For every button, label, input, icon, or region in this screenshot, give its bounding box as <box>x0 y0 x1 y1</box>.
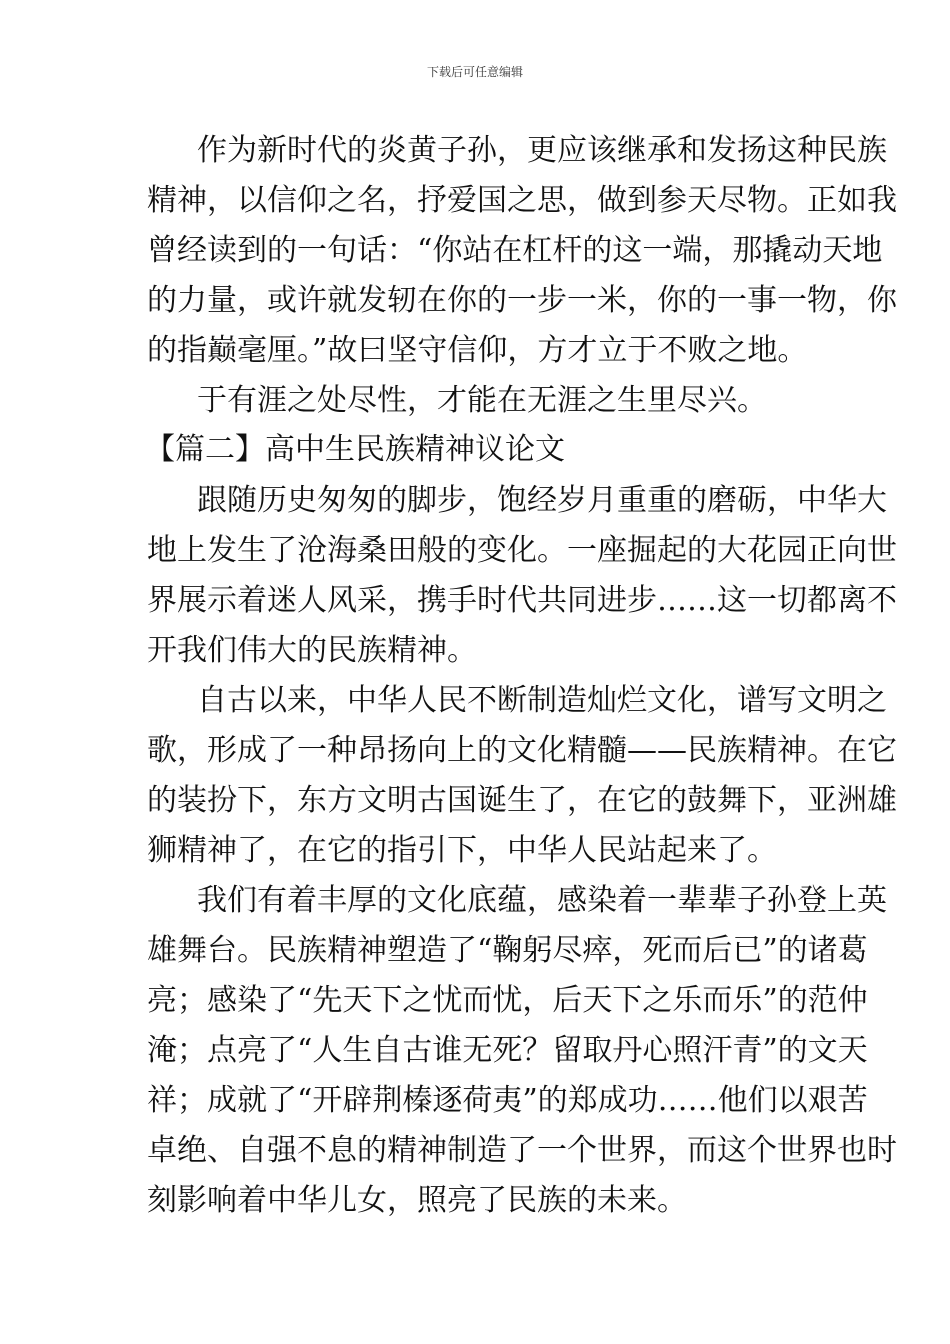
paragraph-line: 的指巅毫厘。”故曰坚守信仰，方才立于不败之地。 <box>147 333 808 368</box>
paragraph-line: 刻影响着中华儿女，照亮了民族的未来。 <box>147 1183 687 1218</box>
paragraph-line: 跟随历史匆匆的脚步，饱经岁月重重的磨砺，中华大 <box>197 483 887 518</box>
paragraph-line: 雄舞台。民族精神塑造了“鞠躬尽瘁，死而后已”的诸葛 <box>147 933 868 968</box>
paragraph-line: 我们有着丰厚的文化底蕴，感染着一辈辈子孙登上英 <box>197 883 887 918</box>
paragraph-line: 祥；成就了“开辟荆榛逐荷夷”的郑成功……他们以艰苦 <box>147 1083 868 1118</box>
paragraph-line: 自古以来，中华人民不断制造灿烂文化，谱写文明之 <box>197 683 887 718</box>
paragraph-line: 的装扮下，东方文明古国诞生了，在它的鼓舞下，亚洲雄 <box>147 783 897 818</box>
paragraph-line: 淹；点亮了“人生自古谁无死？留取丹心照汗青”的文天 <box>147 1033 868 1068</box>
paragraph-line: 开我们伟大的民族精神。 <box>147 633 477 668</box>
paragraph-line: 卓绝、自强不息的精神制造了一个世界，而这个世界也时 <box>147 1133 897 1168</box>
paragraph-line: 地上发生了沧海桑田般的变化。一座掘起的大花园正向世 <box>147 533 897 568</box>
paragraph-line: 亮；感染了“先天下之忧而忧，后天下之乐而乐”的范仲 <box>147 983 868 1018</box>
paragraph-line: 狮精神了，在它的指引下，中华人民站起来了。 <box>147 833 777 868</box>
paragraph-line: 精神，以信仰之名，抒爱国之思，做到参天尽物。正如我 <box>147 183 897 218</box>
paragraph-line: 歌，形成了一种昂扬向上的文化精髓——民族精神。在它 <box>147 733 897 768</box>
paragraph-line: 作为新时代的炎黄子孙，更应该继承和发扬这种民族 <box>197 133 887 168</box>
paragraph-line: 于有涯之处尽性，才能在无涯之生里尽兴。 <box>197 383 767 418</box>
paragraph-line: 界展示着迷人风采，携手时代共同进步……这一切都离不 <box>147 583 897 618</box>
paragraph-line: 的力量，或许就发轫在你的一步一米，你的一事一物，你 <box>147 283 897 318</box>
section-heading: 【篇二】高中生民族精神议论文 <box>145 432 565 467</box>
page-header: 下载后可任意编辑 <box>426 65 523 79</box>
paragraph-line: 曾经读到的一句话：“你站在杠杆的这一端，那撬动天地 <box>147 233 883 268</box>
